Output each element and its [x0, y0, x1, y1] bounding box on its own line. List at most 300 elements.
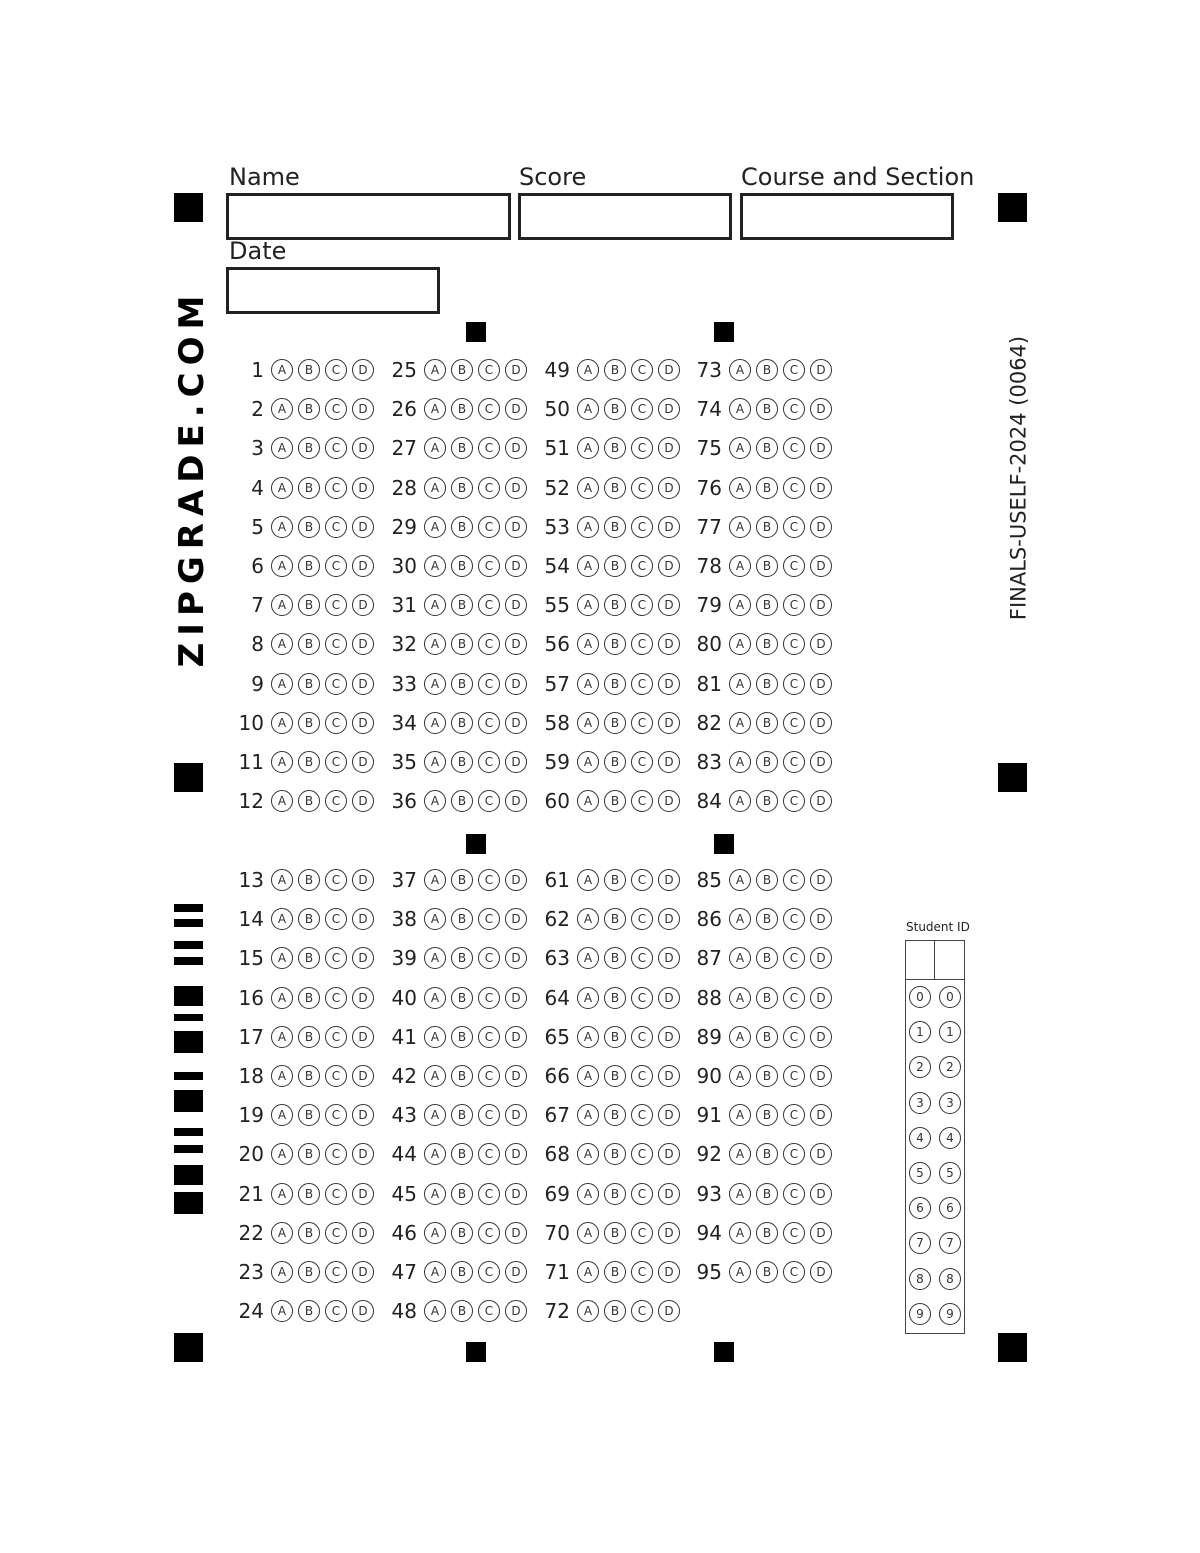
answer-bubble-a[interactable]: A	[424, 908, 446, 930]
answer-bubble-b[interactable]: B	[604, 1222, 626, 1244]
answer-bubble-b[interactable]: B	[451, 673, 473, 695]
answer-bubble-b[interactable]: B	[756, 477, 778, 499]
answer-bubble-b[interactable]: B	[451, 398, 473, 420]
answer-bubble-c[interactable]: C	[631, 987, 653, 1009]
answer-bubble-a[interactable]: A	[577, 673, 599, 695]
answer-bubble-b[interactable]: B	[756, 633, 778, 655]
answer-bubble-d[interactable]: D	[658, 437, 680, 459]
answer-bubble-a[interactable]: A	[577, 398, 599, 420]
answer-bubble-a[interactable]: A	[577, 1143, 599, 1165]
answer-bubble-a[interactable]: A	[729, 1261, 751, 1283]
answer-bubble-b[interactable]: B	[451, 1300, 473, 1322]
answer-bubble-c[interactable]: C	[478, 712, 500, 734]
answer-bubble-b[interactable]: B	[604, 594, 626, 616]
answer-bubble-b[interactable]: B	[298, 555, 320, 577]
answer-bubble-d[interactable]: D	[658, 1183, 680, 1205]
answer-bubble-b[interactable]: B	[298, 516, 320, 538]
answer-bubble-c[interactable]: C	[478, 1222, 500, 1244]
answer-bubble-c[interactable]: C	[631, 555, 653, 577]
answer-bubble-c[interactable]: C	[783, 516, 805, 538]
answer-bubble-c[interactable]: C	[478, 594, 500, 616]
answer-bubble-b[interactable]: B	[451, 947, 473, 969]
answer-bubble-a[interactable]: A	[577, 1026, 599, 1048]
answer-bubble-b[interactable]: B	[451, 437, 473, 459]
answer-bubble-d[interactable]: D	[505, 437, 527, 459]
answer-bubble-a[interactable]: A	[271, 1183, 293, 1205]
answer-bubble-b[interactable]: B	[451, 908, 473, 930]
student-id-bubble-7[interactable]: 7	[909, 1232, 931, 1254]
answer-bubble-c[interactable]: C	[631, 594, 653, 616]
answer-bubble-d[interactable]: D	[505, 1026, 527, 1048]
answer-bubble-b[interactable]: B	[298, 790, 320, 812]
answer-bubble-d[interactable]: D	[658, 1143, 680, 1165]
answer-bubble-c[interactable]: C	[631, 751, 653, 773]
answer-bubble-d[interactable]: D	[352, 1104, 374, 1126]
answer-bubble-a[interactable]: A	[271, 790, 293, 812]
answer-bubble-c[interactable]: C	[325, 790, 347, 812]
answer-bubble-b[interactable]: B	[451, 633, 473, 655]
answer-bubble-d[interactable]: D	[810, 673, 832, 695]
answer-bubble-c[interactable]: C	[478, 1143, 500, 1165]
answer-bubble-c[interactable]: C	[783, 790, 805, 812]
answer-bubble-a[interactable]: A	[729, 359, 751, 381]
answer-bubble-c[interactable]: C	[478, 1065, 500, 1087]
answer-bubble-d[interactable]: D	[352, 1026, 374, 1048]
answer-bubble-d[interactable]: D	[505, 673, 527, 695]
answer-bubble-d[interactable]: D	[505, 987, 527, 1009]
answer-bubble-b[interactable]: B	[298, 1026, 320, 1048]
answer-bubble-a[interactable]: A	[271, 633, 293, 655]
answer-bubble-b[interactable]: B	[604, 1065, 626, 1087]
answer-bubble-d[interactable]: D	[505, 477, 527, 499]
student-id-bubble-3[interactable]: 3	[909, 1092, 931, 1114]
answer-bubble-d[interactable]: D	[810, 712, 832, 734]
answer-bubble-b[interactable]: B	[604, 633, 626, 655]
answer-bubble-d[interactable]: D	[352, 987, 374, 1009]
answer-bubble-c[interactable]: C	[478, 1104, 500, 1126]
answer-bubble-a[interactable]: A	[271, 1300, 293, 1322]
answer-bubble-d[interactable]: D	[810, 1104, 832, 1126]
answer-bubble-a[interactable]: A	[424, 1065, 446, 1087]
student-id-bubble-0[interactable]: 0	[909, 986, 931, 1008]
answer-bubble-d[interactable]: D	[505, 1222, 527, 1244]
answer-bubble-b[interactable]: B	[756, 594, 778, 616]
answer-bubble-a[interactable]: A	[577, 1222, 599, 1244]
student-id-bubble-4[interactable]: 4	[909, 1127, 931, 1149]
answer-bubble-d[interactable]: D	[505, 790, 527, 812]
answer-bubble-b[interactable]: B	[298, 751, 320, 773]
answer-bubble-a[interactable]: A	[729, 987, 751, 1009]
answer-bubble-c[interactable]: C	[325, 633, 347, 655]
answer-bubble-c[interactable]: C	[631, 712, 653, 734]
answer-bubble-a[interactable]: A	[577, 987, 599, 1009]
answer-bubble-c[interactable]: C	[478, 555, 500, 577]
answer-bubble-d[interactable]: D	[658, 1065, 680, 1087]
answer-bubble-b[interactable]: B	[298, 633, 320, 655]
answer-bubble-a[interactable]: A	[271, 1065, 293, 1087]
answer-bubble-c[interactable]: C	[631, 908, 653, 930]
answer-bubble-a[interactable]: A	[424, 751, 446, 773]
answer-bubble-b[interactable]: B	[604, 359, 626, 381]
answer-bubble-a[interactable]: A	[271, 987, 293, 1009]
answer-bubble-a[interactable]: A	[271, 751, 293, 773]
answer-bubble-c[interactable]: C	[478, 987, 500, 1009]
answer-bubble-b[interactable]: B	[756, 673, 778, 695]
answer-bubble-c[interactable]: C	[478, 437, 500, 459]
answer-bubble-b[interactable]: B	[298, 1143, 320, 1165]
answer-bubble-a[interactable]: A	[729, 869, 751, 891]
answer-bubble-b[interactable]: B	[604, 398, 626, 420]
answer-bubble-a[interactable]: A	[577, 555, 599, 577]
student-id-bubble-9[interactable]: 9	[939, 1303, 961, 1325]
answer-bubble-d[interactable]: D	[352, 1183, 374, 1205]
answer-bubble-d[interactable]: D	[352, 477, 374, 499]
answer-bubble-c[interactable]: C	[783, 1222, 805, 1244]
answer-bubble-a[interactable]: A	[729, 1222, 751, 1244]
answer-bubble-c[interactable]: C	[478, 633, 500, 655]
answer-bubble-a[interactable]: A	[729, 947, 751, 969]
answer-bubble-c[interactable]: C	[631, 1222, 653, 1244]
answer-bubble-d[interactable]: D	[658, 751, 680, 773]
student-id-bubble-6[interactable]: 6	[939, 1197, 961, 1219]
student-id-digit-box[interactable]	[935, 940, 965, 980]
answer-bubble-a[interactable]: A	[577, 594, 599, 616]
student-id-bubble-2[interactable]: 2	[939, 1056, 961, 1078]
answer-bubble-a[interactable]: A	[271, 398, 293, 420]
answer-bubble-d[interactable]: D	[810, 398, 832, 420]
answer-bubble-d[interactable]: D	[505, 516, 527, 538]
answer-bubble-a[interactable]: A	[424, 790, 446, 812]
answer-bubble-c[interactable]: C	[783, 869, 805, 891]
answer-bubble-b[interactable]: B	[756, 947, 778, 969]
answer-bubble-d[interactable]: D	[352, 869, 374, 891]
answer-bubble-d[interactable]: D	[658, 516, 680, 538]
answer-bubble-a[interactable]: A	[577, 477, 599, 499]
answer-bubble-a[interactable]: A	[424, 1222, 446, 1244]
student-id-bubble-3[interactable]: 3	[939, 1092, 961, 1114]
answer-bubble-d[interactable]: D	[810, 516, 832, 538]
answer-bubble-b[interactable]: B	[756, 1104, 778, 1126]
answer-bubble-c[interactable]: C	[325, 1026, 347, 1048]
answer-bubble-a[interactable]: A	[424, 673, 446, 695]
answer-bubble-c[interactable]: C	[783, 987, 805, 1009]
answer-bubble-a[interactable]: A	[577, 712, 599, 734]
answer-bubble-a[interactable]: A	[424, 947, 446, 969]
answer-bubble-c[interactable]: C	[783, 555, 805, 577]
answer-bubble-b[interactable]: B	[604, 908, 626, 930]
answer-bubble-d[interactable]: D	[505, 1104, 527, 1126]
student-id-bubble-1[interactable]: 1	[939, 1021, 961, 1043]
answer-bubble-b[interactable]: B	[451, 1183, 473, 1205]
answer-bubble-c[interactable]: C	[325, 1104, 347, 1126]
answer-bubble-b[interactable]: B	[604, 1261, 626, 1283]
answer-bubble-c[interactable]: C	[631, 1261, 653, 1283]
answer-bubble-a[interactable]: A	[271, 1222, 293, 1244]
answer-bubble-b[interactable]: B	[298, 869, 320, 891]
answer-bubble-b[interactable]: B	[604, 437, 626, 459]
answer-bubble-d[interactable]: D	[352, 751, 374, 773]
student-id-bubble-9[interactable]: 9	[909, 1303, 931, 1325]
answer-bubble-c[interactable]: C	[325, 712, 347, 734]
answer-bubble-b[interactable]: B	[604, 987, 626, 1009]
answer-bubble-c[interactable]: C	[783, 398, 805, 420]
answer-bubble-d[interactable]: D	[658, 790, 680, 812]
answer-bubble-d[interactable]: D	[658, 947, 680, 969]
answer-bubble-b[interactable]: B	[298, 712, 320, 734]
answer-bubble-c[interactable]: C	[478, 947, 500, 969]
student-id-bubble-5[interactable]: 5	[909, 1162, 931, 1184]
answer-bubble-c[interactable]: C	[325, 947, 347, 969]
answer-bubble-d[interactable]: D	[352, 1222, 374, 1244]
answer-bubble-b[interactable]: B	[298, 673, 320, 695]
answer-bubble-a[interactable]: A	[729, 633, 751, 655]
answer-bubble-c[interactable]: C	[783, 908, 805, 930]
answer-bubble-a[interactable]: A	[271, 437, 293, 459]
answer-bubble-d[interactable]: D	[658, 1261, 680, 1283]
student-id-bubble-8[interactable]: 8	[939, 1268, 961, 1290]
answer-bubble-a[interactable]: A	[424, 1300, 446, 1322]
answer-bubble-d[interactable]: D	[658, 359, 680, 381]
answer-bubble-d[interactable]: D	[658, 594, 680, 616]
answer-bubble-d[interactable]: D	[810, 751, 832, 773]
answer-bubble-c[interactable]: C	[783, 437, 805, 459]
answer-bubble-d[interactable]: D	[505, 908, 527, 930]
answer-bubble-d[interactable]: D	[352, 1143, 374, 1165]
answer-bubble-d[interactable]: D	[505, 1300, 527, 1322]
answer-bubble-c[interactable]: C	[325, 398, 347, 420]
answer-bubble-b[interactable]: B	[604, 1183, 626, 1205]
answer-bubble-b[interactable]: B	[451, 1222, 473, 1244]
answer-bubble-c[interactable]: C	[325, 673, 347, 695]
answer-bubble-d[interactable]: D	[810, 1065, 832, 1087]
answer-bubble-c[interactable]: C	[478, 1300, 500, 1322]
answer-bubble-b[interactable]: B	[451, 1026, 473, 1048]
answer-bubble-b[interactable]: B	[298, 908, 320, 930]
answer-bubble-c[interactable]: C	[325, 359, 347, 381]
answer-bubble-a[interactable]: A	[577, 633, 599, 655]
answer-bubble-d[interactable]: D	[810, 437, 832, 459]
answer-bubble-a[interactable]: A	[729, 594, 751, 616]
answer-bubble-d[interactable]: D	[352, 633, 374, 655]
answer-bubble-b[interactable]: B	[756, 516, 778, 538]
answer-bubble-c[interactable]: C	[325, 437, 347, 459]
answer-bubble-c[interactable]: C	[478, 1261, 500, 1283]
answer-bubble-d[interactable]: D	[505, 1261, 527, 1283]
student-id-digit-box[interactable]	[905, 940, 935, 980]
answer-bubble-d[interactable]: D	[505, 1065, 527, 1087]
student-id-bubble-1[interactable]: 1	[909, 1021, 931, 1043]
answer-bubble-b[interactable]: B	[451, 555, 473, 577]
answer-bubble-a[interactable]: A	[271, 1026, 293, 1048]
answer-bubble-a[interactable]: A	[729, 908, 751, 930]
answer-bubble-c[interactable]: C	[478, 751, 500, 773]
answer-bubble-d[interactable]: D	[658, 987, 680, 1009]
answer-bubble-c[interactable]: C	[631, 1104, 653, 1126]
answer-bubble-d[interactable]: D	[505, 947, 527, 969]
answer-bubble-b[interactable]: B	[756, 398, 778, 420]
answer-bubble-c[interactable]: C	[631, 1026, 653, 1048]
answer-bubble-b[interactable]: B	[604, 516, 626, 538]
answer-bubble-b[interactable]: B	[756, 987, 778, 1009]
answer-bubble-d[interactable]: D	[810, 359, 832, 381]
answer-bubble-b[interactable]: B	[298, 1065, 320, 1087]
answer-bubble-a[interactable]: A	[577, 908, 599, 930]
answer-bubble-d[interactable]: D	[352, 1261, 374, 1283]
answer-bubble-c[interactable]: C	[325, 1065, 347, 1087]
answer-bubble-a[interactable]: A	[729, 790, 751, 812]
answer-bubble-b[interactable]: B	[451, 1143, 473, 1165]
answer-bubble-a[interactable]: A	[729, 1143, 751, 1165]
answer-bubble-b[interactable]: B	[451, 869, 473, 891]
answer-bubble-a[interactable]: A	[729, 398, 751, 420]
answer-bubble-a[interactable]: A	[729, 712, 751, 734]
answer-bubble-b[interactable]: B	[756, 1261, 778, 1283]
answer-bubble-a[interactable]: A	[577, 947, 599, 969]
answer-bubble-a[interactable]: A	[424, 1026, 446, 1048]
answer-bubble-d[interactable]: D	[810, 987, 832, 1009]
answer-bubble-d[interactable]: D	[352, 908, 374, 930]
answer-bubble-a[interactable]: A	[271, 947, 293, 969]
answer-bubble-c[interactable]: C	[325, 1222, 347, 1244]
answer-bubble-d[interactable]: D	[658, 869, 680, 891]
answer-bubble-c[interactable]: C	[478, 398, 500, 420]
answer-bubble-c[interactable]: C	[631, 477, 653, 499]
answer-bubble-b[interactable]: B	[604, 673, 626, 695]
answer-bubble-b[interactable]: B	[451, 1261, 473, 1283]
answer-bubble-a[interactable]: A	[271, 1261, 293, 1283]
answer-bubble-a[interactable]: A	[271, 555, 293, 577]
answer-bubble-d[interactable]: D	[352, 790, 374, 812]
answer-bubble-b[interactable]: B	[298, 437, 320, 459]
answer-bubble-d[interactable]: D	[505, 869, 527, 891]
answer-bubble-b[interactable]: B	[451, 751, 473, 773]
answer-bubble-b[interactable]: B	[298, 1222, 320, 1244]
answer-bubble-c[interactable]: C	[783, 477, 805, 499]
answer-bubble-c[interactable]: C	[478, 1026, 500, 1048]
answer-bubble-b[interactable]: B	[451, 712, 473, 734]
answer-bubble-b[interactable]: B	[298, 947, 320, 969]
answer-bubble-c[interactable]: C	[325, 1261, 347, 1283]
student-id-bubble-5[interactable]: 5	[939, 1162, 961, 1184]
answer-bubble-c[interactable]: C	[325, 1300, 347, 1322]
answer-bubble-a[interactable]: A	[424, 1104, 446, 1126]
answer-bubble-c[interactable]: C	[325, 477, 347, 499]
answer-bubble-c[interactable]: C	[325, 594, 347, 616]
answer-bubble-b[interactable]: B	[756, 712, 778, 734]
answer-bubble-a[interactable]: A	[577, 437, 599, 459]
answer-bubble-d[interactable]: D	[352, 594, 374, 616]
answer-bubble-b[interactable]: B	[451, 594, 473, 616]
answer-bubble-b[interactable]: B	[604, 1143, 626, 1165]
student-id-bubble-8[interactable]: 8	[909, 1268, 931, 1290]
answer-bubble-b[interactable]: B	[451, 987, 473, 1009]
answer-bubble-d[interactable]: D	[505, 594, 527, 616]
answer-bubble-c[interactable]: C	[783, 594, 805, 616]
answer-bubble-a[interactable]: A	[424, 712, 446, 734]
answer-bubble-c[interactable]: C	[478, 477, 500, 499]
answer-bubble-d[interactable]: D	[352, 359, 374, 381]
answer-bubble-d[interactable]: D	[352, 1065, 374, 1087]
answer-bubble-a[interactable]: A	[729, 751, 751, 773]
answer-bubble-a[interactable]: A	[271, 1143, 293, 1165]
answer-bubble-b[interactable]: B	[756, 790, 778, 812]
answer-bubble-a[interactable]: A	[271, 869, 293, 891]
answer-bubble-b[interactable]: B	[604, 1104, 626, 1126]
answer-bubble-b[interactable]: B	[604, 712, 626, 734]
answer-bubble-b[interactable]: B	[604, 555, 626, 577]
answer-bubble-a[interactable]: A	[577, 516, 599, 538]
answer-bubble-a[interactable]: A	[729, 1026, 751, 1048]
answer-bubble-d[interactable]: D	[352, 712, 374, 734]
answer-bubble-a[interactable]: A	[577, 1261, 599, 1283]
answer-bubble-d[interactable]: D	[658, 1222, 680, 1244]
answer-bubble-c[interactable]: C	[783, 359, 805, 381]
answer-bubble-b[interactable]: B	[604, 869, 626, 891]
answer-bubble-d[interactable]: D	[810, 1222, 832, 1244]
answer-bubble-a[interactable]: A	[729, 477, 751, 499]
answer-bubble-b[interactable]: B	[756, 1026, 778, 1048]
answer-bubble-b[interactable]: B	[604, 751, 626, 773]
answer-bubble-a[interactable]: A	[729, 516, 751, 538]
answer-bubble-a[interactable]: A	[577, 359, 599, 381]
answer-bubble-d[interactable]: D	[810, 477, 832, 499]
answer-bubble-c[interactable]: C	[325, 751, 347, 773]
answer-bubble-a[interactable]: A	[271, 594, 293, 616]
answer-bubble-c[interactable]: C	[631, 673, 653, 695]
answer-bubble-d[interactable]: D	[505, 359, 527, 381]
answer-bubble-d[interactable]: D	[505, 751, 527, 773]
answer-bubble-a[interactable]: A	[271, 477, 293, 499]
answer-bubble-c[interactable]: C	[783, 1143, 805, 1165]
answer-bubble-a[interactable]: A	[424, 1143, 446, 1165]
student-id-bubble-6[interactable]: 6	[909, 1197, 931, 1219]
answer-bubble-c[interactable]: C	[631, 1300, 653, 1322]
student-id-bubble-0[interactable]: 0	[939, 986, 961, 1008]
answer-bubble-c[interactable]: C	[783, 751, 805, 773]
answer-bubble-d[interactable]: D	[810, 555, 832, 577]
answer-bubble-a[interactable]: A	[577, 869, 599, 891]
answer-bubble-a[interactable]: A	[424, 398, 446, 420]
answer-bubble-c[interactable]: C	[783, 1183, 805, 1205]
answer-bubble-d[interactable]: D	[810, 594, 832, 616]
answer-bubble-c[interactable]: C	[631, 790, 653, 812]
answer-bubble-d[interactable]: D	[810, 947, 832, 969]
answer-bubble-d[interactable]: D	[352, 1300, 374, 1322]
answer-bubble-d[interactable]: D	[352, 516, 374, 538]
answer-bubble-c[interactable]: C	[325, 1183, 347, 1205]
answer-bubble-c[interactable]: C	[631, 437, 653, 459]
answer-bubble-b[interactable]: B	[756, 1065, 778, 1087]
answer-bubble-d[interactable]: D	[505, 633, 527, 655]
answer-bubble-d[interactable]: D	[352, 437, 374, 459]
answer-bubble-c[interactable]: C	[631, 633, 653, 655]
answer-bubble-d[interactable]: D	[352, 947, 374, 969]
answer-bubble-a[interactable]: A	[577, 790, 599, 812]
answer-bubble-d[interactable]: D	[810, 633, 832, 655]
answer-bubble-b[interactable]: B	[298, 398, 320, 420]
answer-bubble-d[interactable]: D	[810, 1183, 832, 1205]
answer-bubble-c[interactable]: C	[325, 555, 347, 577]
answer-bubble-a[interactable]: A	[271, 908, 293, 930]
student-id-bubble-4[interactable]: 4	[939, 1127, 961, 1149]
answer-bubble-b[interactable]: B	[298, 359, 320, 381]
answer-bubble-c[interactable]: C	[325, 987, 347, 1009]
answer-bubble-c[interactable]: C	[631, 869, 653, 891]
answer-bubble-d[interactable]: D	[658, 673, 680, 695]
answer-bubble-a[interactable]: A	[424, 869, 446, 891]
answer-bubble-c[interactable]: C	[631, 1065, 653, 1087]
answer-bubble-c[interactable]: C	[478, 516, 500, 538]
